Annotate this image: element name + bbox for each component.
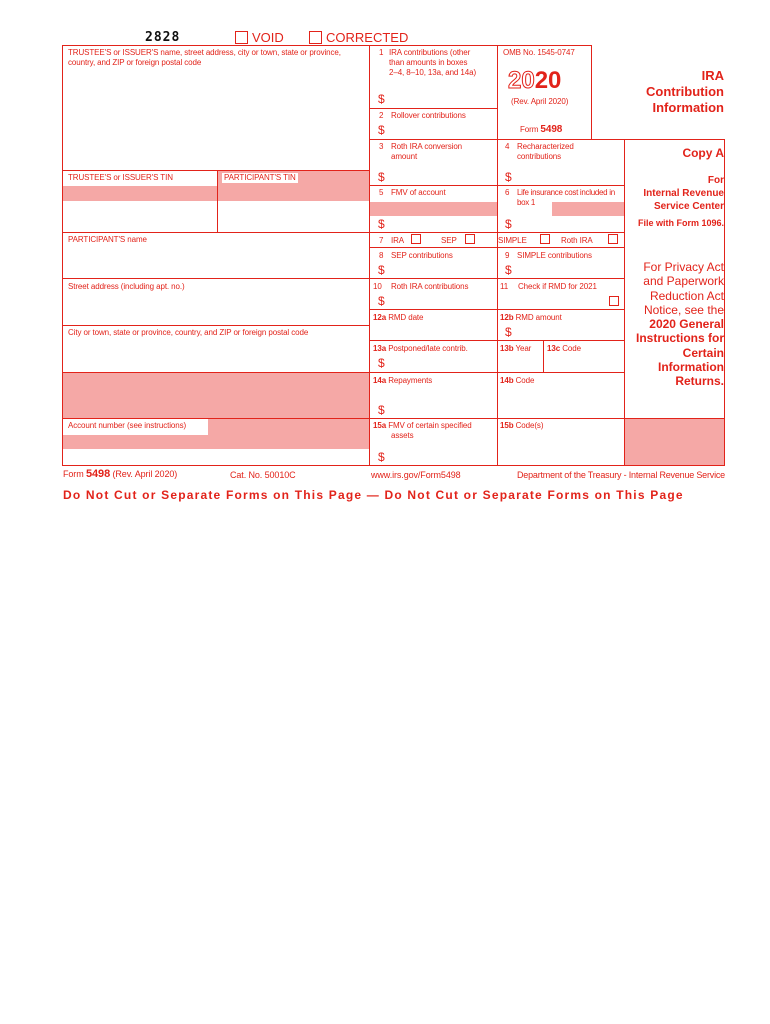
form-title: IRA Contribution Information [646,68,724,115]
box15a-label: 15a FMV of certain specified assets [373,421,472,440]
box8-label: 8 SEP contributions [379,251,453,260]
box13c-label: 13c Code [547,344,581,353]
street-address-label: Street address (including apt. no.) [68,282,185,291]
box9-label: 9 SIMPLE contributions [505,251,592,260]
box3-label: 3 Roth IRA conversion amount [379,142,463,161]
footer-cat: Cat. No. 50010C [230,470,296,480]
account-shade-lower [63,435,369,449]
box7-simple-checkbox[interactable] [540,234,550,244]
box7-ira-checkbox[interactable] [411,234,421,244]
copy-a-irs: For Internal Revenue Service Center [643,175,724,212]
box10-dollar: $ [378,294,385,308]
copy-a-label: Copy A [682,146,724,160]
file-with-label: File with Form 1096. [637,218,724,228]
void-label: VOID [252,30,284,45]
box13b-label: 13b Year [500,344,532,353]
box14a-dollar: $ [378,403,385,417]
omb-form: Form 5498 [520,124,563,135]
box8-dollar: $ [378,263,385,277]
corrected-label: CORRECTED [326,30,409,45]
box12b-label: 12b RMD amount [500,313,562,322]
omb-number: OMB No. 1545-0747 [503,48,575,57]
trustee-tin-label: TRUSTEE'S or ISSUER'S TIN [68,173,173,182]
box7-roth-label: Roth IRA [561,236,593,245]
account-shade [208,419,369,435]
box14a-label: 14a Repayments [373,376,433,385]
box4-dollar: $ [505,170,512,184]
box9-dollar: $ [505,263,512,277]
footer-dept: Department of the Treasury - Internal Revenue Service [516,470,725,480]
box15b-label: 15b Code(s) [500,421,544,430]
box5-label: 5 FMV of account [379,188,446,197]
footer-form: Form 5498 (Rev. April 2020) [63,468,178,480]
box7-sep-checkbox[interactable] [465,234,475,244]
form-code: 2828 [145,30,181,45]
privacy-notice: For Privacy Act and Paperwork Reduction Act Notice, see the 2020 General Instructions for Certain Information Returns. [635,260,724,389]
box12a-label: 12a RMD date [373,313,424,322]
tax-year: 2020 [508,67,562,94]
box1-label: 1 IRA contributions (other than amounts in boxes 2–4, 8–10, 13a, and 14a) [379,48,477,77]
box7-sep-label: SEP [441,236,457,245]
box2-dollar: $ [378,123,385,137]
participant-tin-shade-lower [218,186,369,201]
void-checkbox[interactable] [235,31,248,44]
box12b-dollar: $ [505,325,512,339]
box4-label: 4 Recharacterized contributions [505,142,574,161]
box1-dollar: $ [378,92,385,106]
box13a-label: 13a Postponed/late contrib. [373,344,468,353]
left-blank-shade [63,373,369,418]
box14b-label: 14b Code [500,376,535,385]
do-not-cut-notice: Do Not Cut or Separate Forms on This Page — Do Not Cut or Separate Forms on This Page [63,488,684,502]
box6-label: 6 Life insurance cost included in box 1 [505,188,615,207]
corrected-checkbox[interactable] [309,31,322,44]
participant-name-label: PARTICIPANT'S name [68,235,147,244]
box3-dollar: $ [378,170,385,184]
box7-simple-label: SIMPLE [498,236,527,245]
box15a-dollar: $ [378,450,385,464]
trustee-name-label: TRUSTEE'S or ISSUER'S name, street address, city or town, state or province, country, and ZIP or foreign postal code [68,48,341,67]
box2-label: 2 Rollover contributions [379,111,466,120]
box7-num: 7 [379,236,384,245]
box6-dollar: $ [505,217,512,231]
trustee-tin-shade [63,186,217,201]
city-label: City or town, state or province, country, and ZIP or foreign postal code [68,328,309,337]
box13a-dollar: $ [378,356,385,370]
box7-roth-checkbox[interactable] [608,234,618,244]
box5-shade [370,202,497,216]
box11-rmd-checkbox[interactable] [609,296,619,306]
box7-ira-label: IRA [391,236,405,245]
omb-rev: (Rev. April 2020) [511,97,569,106]
footer-url: www.irs.gov/Form5498 [371,470,461,480]
box10-label: 10 Roth IRA contributions [373,282,469,291]
participant-tin-label: PARTICIPANT'S TIN [224,173,296,182]
account-number-label: Account number (see instructions) [68,421,187,430]
box5-dollar: $ [378,217,385,231]
copy-a-bottom-shade [625,419,724,465]
box11-label: 11 Check if RMD for 2021 [500,282,597,291]
